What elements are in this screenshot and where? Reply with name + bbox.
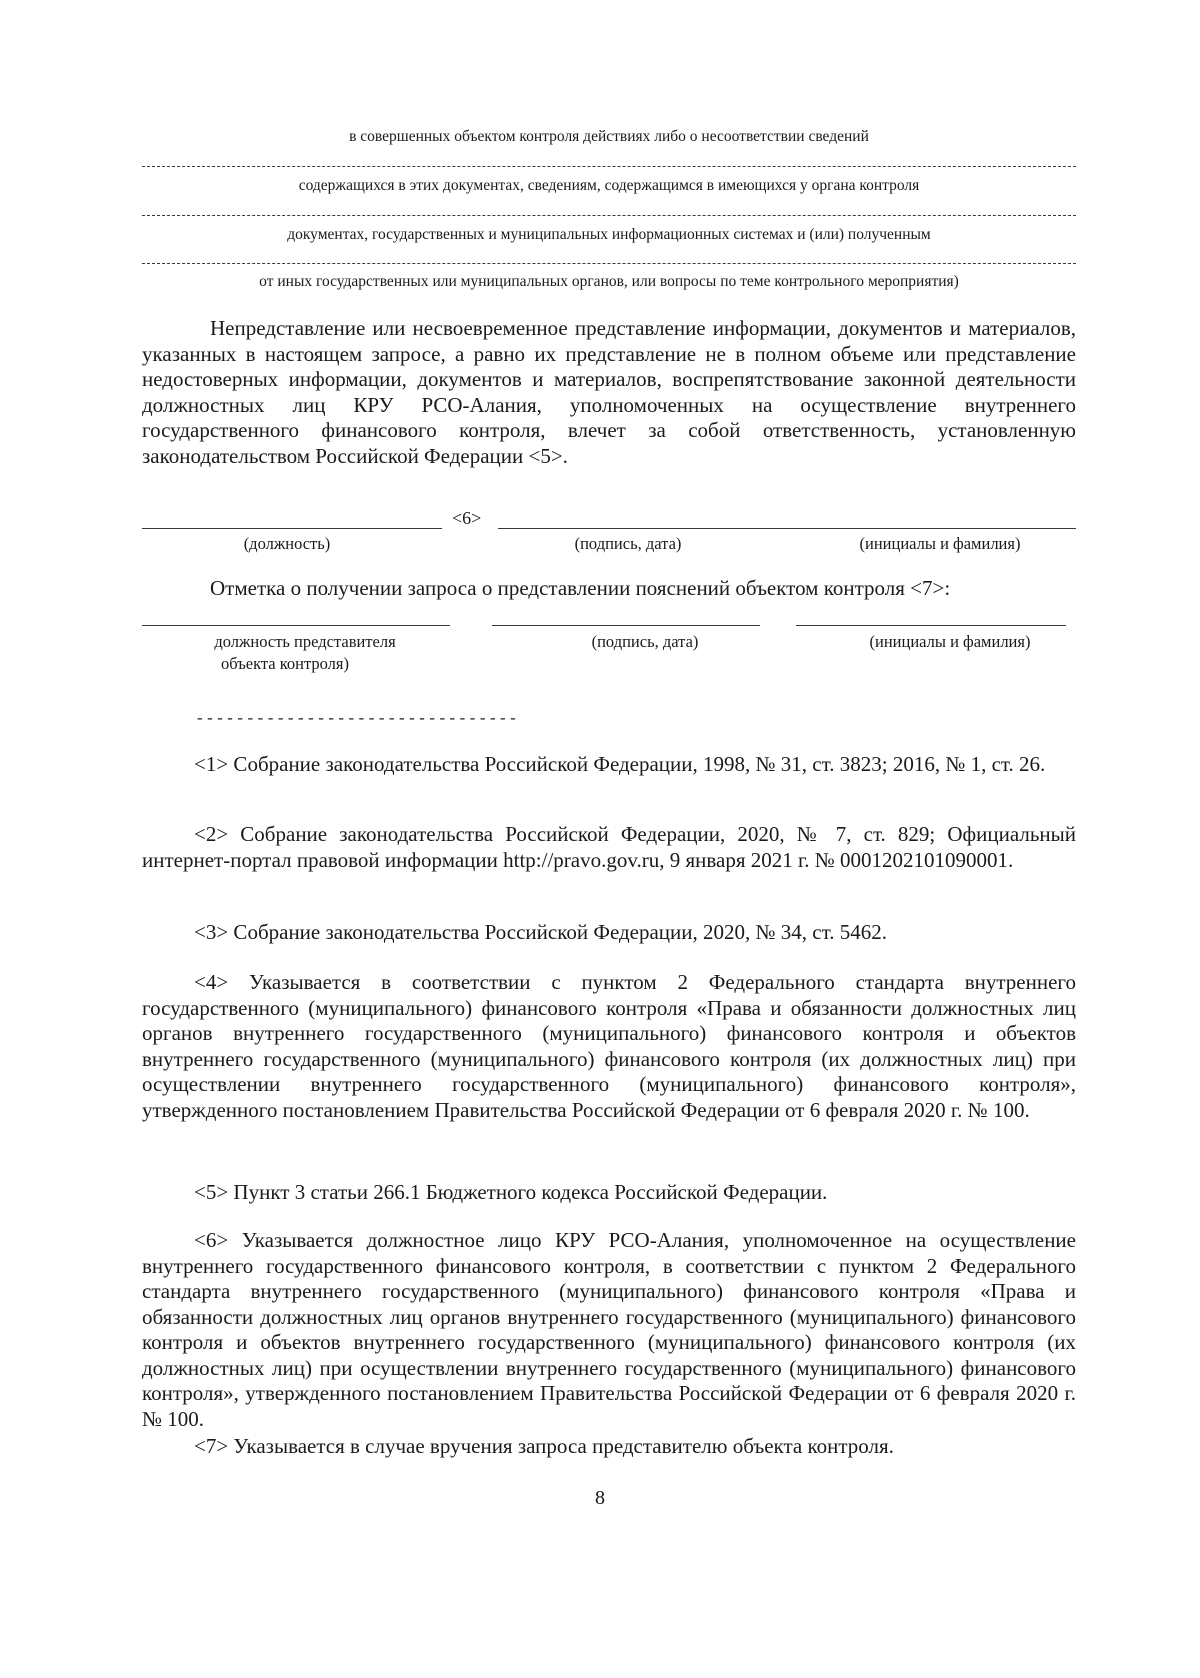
receipt-heading: Отметка о получении запроса о представлении пояснений объектом контроля <7>: [210, 576, 951, 600]
footnote-4: <4> Указывается в соответствии с пунктом 2 Федерального стандарта внутреннего государственного (муниципального) финансового контроля «Права и обязанности должностных лиц органов внутреннего государственного (муниципального) финансового контроля и объектов внутреннего государственного (муниципального) финансового контроля (их должностных лиц) при осуществлении внутреннего государственного (муниципального) финансового контроля», утвержденного постановлением Правительства Российской Федерации от 6 февраля 2020 г. № 100. [142, 970, 1076, 1122]
footnote-2: <2> Собрание законодательства Российской Федерации, 2020, № 7, ст. 829; Официальный интернет-портал правовой информации http://pravo.gov.ru, 9 января 2021 г. № 0001202101090001. [142, 822, 1076, 872]
representative-position-caption-2: объекта контроля) [220, 654, 350, 673]
position-line [142, 528, 442, 529]
position-caption: (должность) [243, 534, 331, 553]
footnote-6: <6> Указывается должностное лицо КРУ РСО-Алания, уполномоченное на осуществление внутреннего государственного финансового контроля, в соответствии с пунктом 2 Федерального стандарта внутреннего государственного (муниципального) финансового контроля «Права и обязанности должностных лиц органов внутреннего государственного (муниципального) финансового контроля и объектов внутреннего государственного (муниципального) финансового контроля (их должностных лиц) при осуществлении внутреннего государственного (муниципального) финансового контроля», утвержденного постановлением Правительства Российской Федерации от 6 февраля 2020 г. № 100. [142, 1228, 1076, 1431]
footnote-5: <5> Пункт 3 статьи 266.1 Бюджетного кодекса Российской Федерации. [194, 1180, 828, 1204]
footnote-7: <7> Указывается в случае вручения запроса представителю объекта контроля. [194, 1434, 894, 1458]
footnote-separator: -------------------------------- [195, 710, 519, 728]
footnote-3: <3> Собрание законодательства Российской Федерации, 2020, № 34, ст. 5462. [194, 920, 887, 944]
signature-name-line [498, 528, 1076, 529]
representative-position-caption-1: должность представителя [214, 632, 396, 651]
signature-caption: (подпись, дата) [574, 534, 682, 553]
representative-signature-caption: (подпись, дата) [591, 632, 699, 651]
footnote-1: <1> Собрание законодательства Российской Федерации, 1998, № 31, ст. 3823; 2016, № 1, ст. 26. [194, 752, 1046, 776]
header-line-4: от иных государственных или муниципальных органов, или вопросы по теме контрольного мероприятия) [259, 273, 959, 290]
representative-signature-line [492, 625, 760, 626]
footnote-marker-6: <6> [452, 508, 482, 528]
header-rule-1 [142, 166, 1076, 167]
header-line-1: в совершенных объектом контроля действиях либо о несоответствии сведений [349, 128, 869, 145]
warning-paragraph: Непредставление или несвоевременное представление информации, документов и материалов, указанных в настоящем запросе, а равно их представление не в полном объеме или представление недостоверных информации, документов и материалов, воспрепятствование законной деятельности должностных лиц КРУ РСО-Алания, уполномоченных на осуществление внутреннего государственного финансового контроля, влечет за собой ответственность, установленную законодательством Российской Федерации <5>. [142, 316, 1076, 468]
page-number: 8 [595, 1487, 605, 1509]
header-line-3: документах, государственных и муниципальных информационных системах и (или) полученным [287, 226, 931, 243]
representative-position-line [142, 625, 450, 626]
name-caption: (инициалы и фамилия) [859, 534, 1021, 553]
representative-name-line [796, 625, 1066, 626]
header-rule-3 [142, 263, 1076, 264]
representative-name-caption: (инициалы и фамилия) [869, 632, 1031, 651]
header-rule-2 [142, 215, 1076, 216]
header-line-2: содержащихся в этих документах, сведениям, содержащимся в имеющихся у органа контроля [298, 177, 920, 194]
